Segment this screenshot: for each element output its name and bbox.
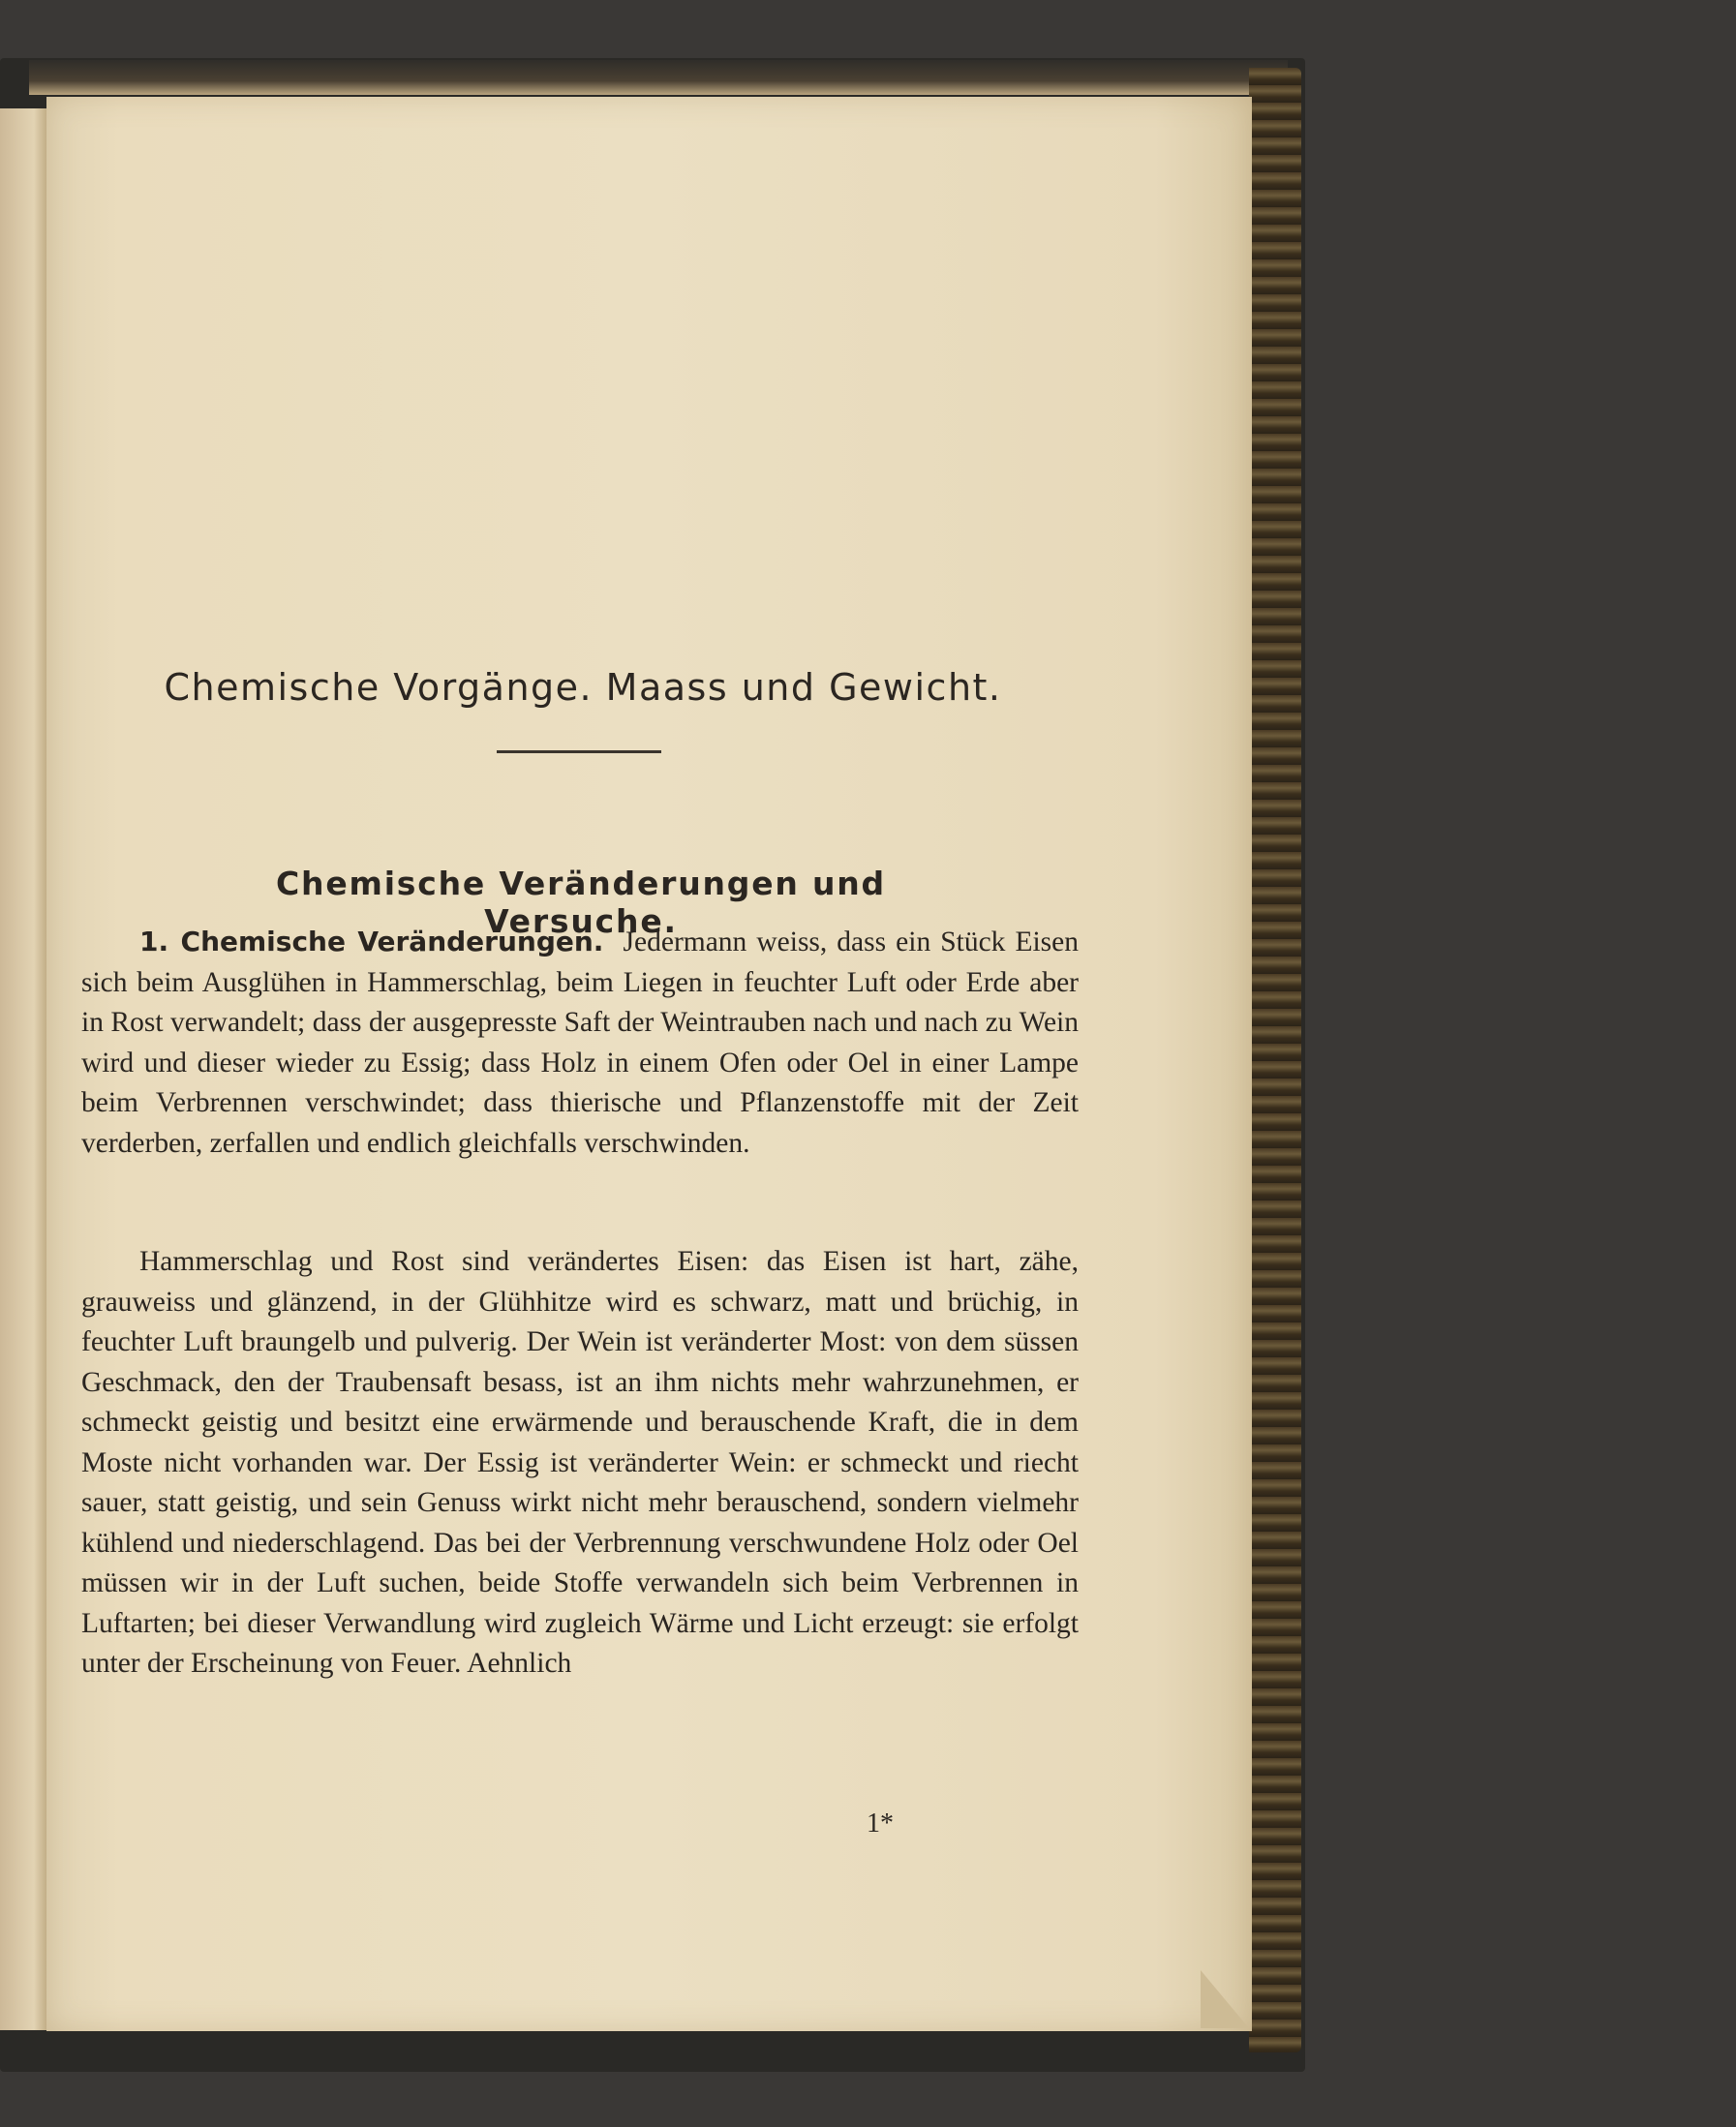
title-divider [497, 750, 661, 753]
page-top-edge [29, 60, 1288, 95]
paragraph-heading: 1. Chemische Veränderungen. [139, 926, 604, 957]
paragraph-1-text: Jedermann weiss, dass ein Stück Eisen sich beim Ausglühen in Hammerschlag, beim Liegen in feuchter Luft oder Erde aber in Rost verwandelt; dass der ausgepresste Saft der Weintrauben nach und nach zu Wein wird und dieser wieder zu Essig; dass Holz in einem Ofen oder Oel in einer Lampe beim Verbrennen verschwindet; dass thierische und Pflanzenstoffe mit der Zeit verderben, zerfallen und endlich gleichfalls verschwinden. [81, 927, 1079, 1159]
page-corner-fold [1201, 1970, 1249, 2028]
signature-mark: 1* [867, 1808, 894, 1838]
page-title: Chemische Vorgänge. Maass und Gewicht. [164, 666, 1002, 710]
paragraph-2 [81, 1242, 1079, 1685]
paragraph-1 [81, 922, 1079, 1164]
paragraph-2-text: Hammerschlag und Rost sind verändertes Eisen: das Eisen ist hart, zähe, grauweiss und glänzend, in der Glühhitze wird es schwarz, matt und brüchig, in feuchter Luft braungelb und pulverig. Der Wein ist veränderter Most: von dem süssen Geschmack, den der Traubensaft besass, ist an ihm nichts mehr wahrzunehmen, er schmeckt geistig und besitzt eine erwärmende und berauschende Kraft, die in dem Moste nicht vorhanden war. Der Essig ist veränderter Wein: er schmeckt und riecht sauer, statt geistig, und sein Genuss wirkt nicht mehr berauschend, sondern vielmehr kühlend und niederschlagend. Das bei der Verbrennung verschwundene Holz oder Oel müssen wir in der Luft suchen, beide Stoffe verwandeln sich beim Verbrennen in Luftarten; bei dieser Verwandlung wird zugleich Wärme und Licht erzeugt: sie erfolgt unter der Erscheinung von Feuer. Aehnlich [81, 1246, 1079, 1679]
book-spine-edge [1249, 68, 1301, 2052]
left-page-edge [0, 108, 48, 2030]
section-title: Chemische Veränderungen und Versuche. [276, 865, 886, 941]
